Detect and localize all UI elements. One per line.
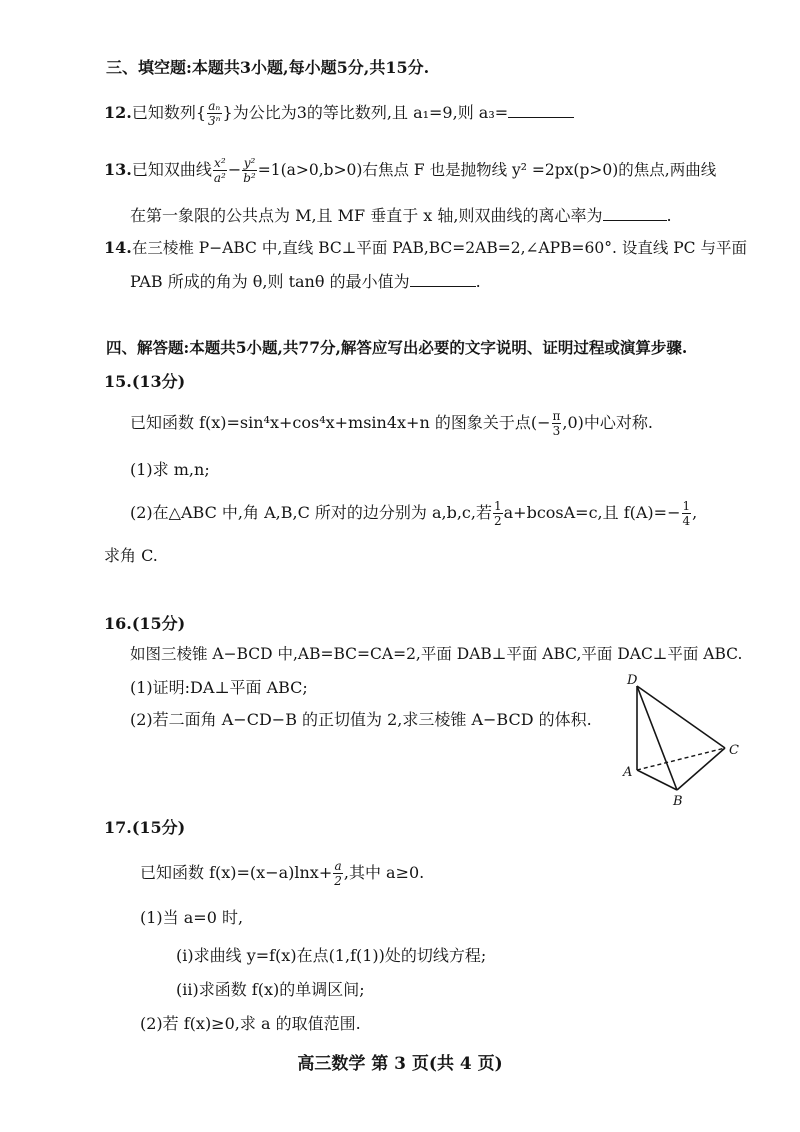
q12-fraction [207,100,222,127]
q17-header: 17.(15分) [104,818,186,837]
q15-l3-text-c: , [692,503,698,522]
q12-frac-den: 3ⁿ [208,114,221,128]
q14-number: 14. [104,238,132,257]
q17-frac-num: a [334,859,342,873]
q15-half-den: 2 [493,514,502,528]
q16-line-1: 如图三棱锥 A−BCD 中,AB=BC=CA=2,平面 DAB⊥平面 ABC,平面 DAC⊥平面 ABC. [130,645,743,663]
q12-text-b: }为公比为3的等比数列,且 a₁=9,则 a₃= [222,103,509,122]
q13-line2-text: 在第一象限的公共点为 M,且 MF 垂直于 x 轴,则双曲线的离心率为 [130,206,603,225]
edge-DC [637,686,725,748]
q15-l1-text-b: ,0)中心对称. [562,413,654,432]
q13-number: 13. [104,160,132,179]
q17-line-1 [140,860,424,887]
q13-text-b: =1(a>0,b>0)右焦点 F 也是抛物线 y² =2px(p>0)的焦点,两曲线 [257,161,717,179]
q15-l3-text-a: (2)在△ABC 中,角 A,B,C 所对的边分别为 a,b,c,若 [130,503,492,522]
q13-frac1-num: x² [214,156,226,170]
q15-frac-den: 3 [552,424,561,438]
q13-frac1-den: a² [213,171,226,185]
q13-minus: − [227,160,242,179]
q16-part-2: (2)若二面角 A−CD−B 的正切值为 2,求三棱锥 A−BCD 的体积. [130,710,592,729]
q15-header: 15.(13分) [104,372,186,391]
q16-header: 16.(15分) [104,614,186,633]
q13-frac2-num: y² [243,156,256,170]
q14-answer-blank[interactable] [410,270,476,287]
q12-text-a: 已知数列{ [131,103,207,122]
label-A: A [623,765,633,780]
q15-l3-text-b: a+bcosA=c,且 f(A)=− [503,503,681,522]
q13-line2-end: . [666,206,672,225]
q15-frac-num: π [552,409,561,423]
tetrahedron-figure [615,670,755,810]
q14-line2-end: . [475,272,481,291]
label-C: C [729,743,739,758]
q12-number: 12. [104,103,132,122]
q13-frac2-den: b² [243,171,256,185]
q15-fraction-half [493,500,503,527]
q17-fraction [333,860,343,887]
q15-fraction-pi [552,410,562,437]
page-footer: 高三数学 第 3 页(共 4 页) [297,1054,503,1074]
q15-part-1: (1)求 m,n; [130,460,210,479]
label-D: D [627,673,638,688]
q13-fraction-1 [213,157,227,184]
q13-answer-blank[interactable] [603,204,667,221]
section4-heading: 四、解答题:本题共5小题,共77分,解答应写出必要的文字说明、证明过程或演算步骤. [106,338,688,357]
q13-text-a: 已知双曲线 [131,160,212,179]
q13-line-2 [130,204,672,228]
q15-l1-text-a: 已知函数 f(x)=sin⁴x+cos⁴x+msin4x+n 的图象关于点(− [130,413,551,432]
q15-half-num: 1 [493,499,502,513]
q14-line2-text: PAB 所成的角为 θ,则 tanθ 的最小值为 [130,272,410,291]
edge-DB [637,686,677,790]
q14-line1-text: 在三棱椎 P−ABC 中,直线 BC⊥平面 PAB,BC=2AB=2,∠APB=60°. 设直线 PC 与平面 [131,239,747,257]
q12-answer-blank[interactable] [508,101,574,118]
question-13 [104,157,716,184]
label-B: B [673,794,683,809]
question-12 [104,100,574,127]
q17-part-1: (1)当 a=0 时, [140,908,244,927]
q14-line-2 [130,270,481,294]
q17-part-1-i: (i)求曲线 y=f(x)在点(1,f(1))处的切线方程; [176,946,487,965]
q15-fraction-quarter [682,500,692,527]
q15-quarter-den: 4 [682,514,691,528]
q13-fraction-2 [242,157,257,184]
q15-part-2 [130,500,697,527]
section3-heading: 三、填空题:本题共3小题,每小题5分,共15分. [106,58,430,77]
q17-l1-text-a: 已知函数 f(x)=(x−a)lnx+ [140,863,333,882]
q15-quarter-num: 1 [682,499,691,513]
q15-part-2-cont: 求角 C. [104,546,158,565]
q17-frac-den: 2 [334,874,342,888]
q17-part-1-ii: (ii)求函数 f(x)的单调区间; [176,980,365,999]
q12-frac-num: aₙ [208,99,221,113]
question-14 [104,236,747,260]
q17-l1-text-b: ,其中 a≥0. [343,863,425,882]
q16-part-1: (1)证明:DA⊥平面 ABC; [130,678,308,697]
q17-part-2: (2)若 f(x)≥0,求 a 的取值范围. [140,1014,361,1033]
q15-line-1 [130,410,653,437]
